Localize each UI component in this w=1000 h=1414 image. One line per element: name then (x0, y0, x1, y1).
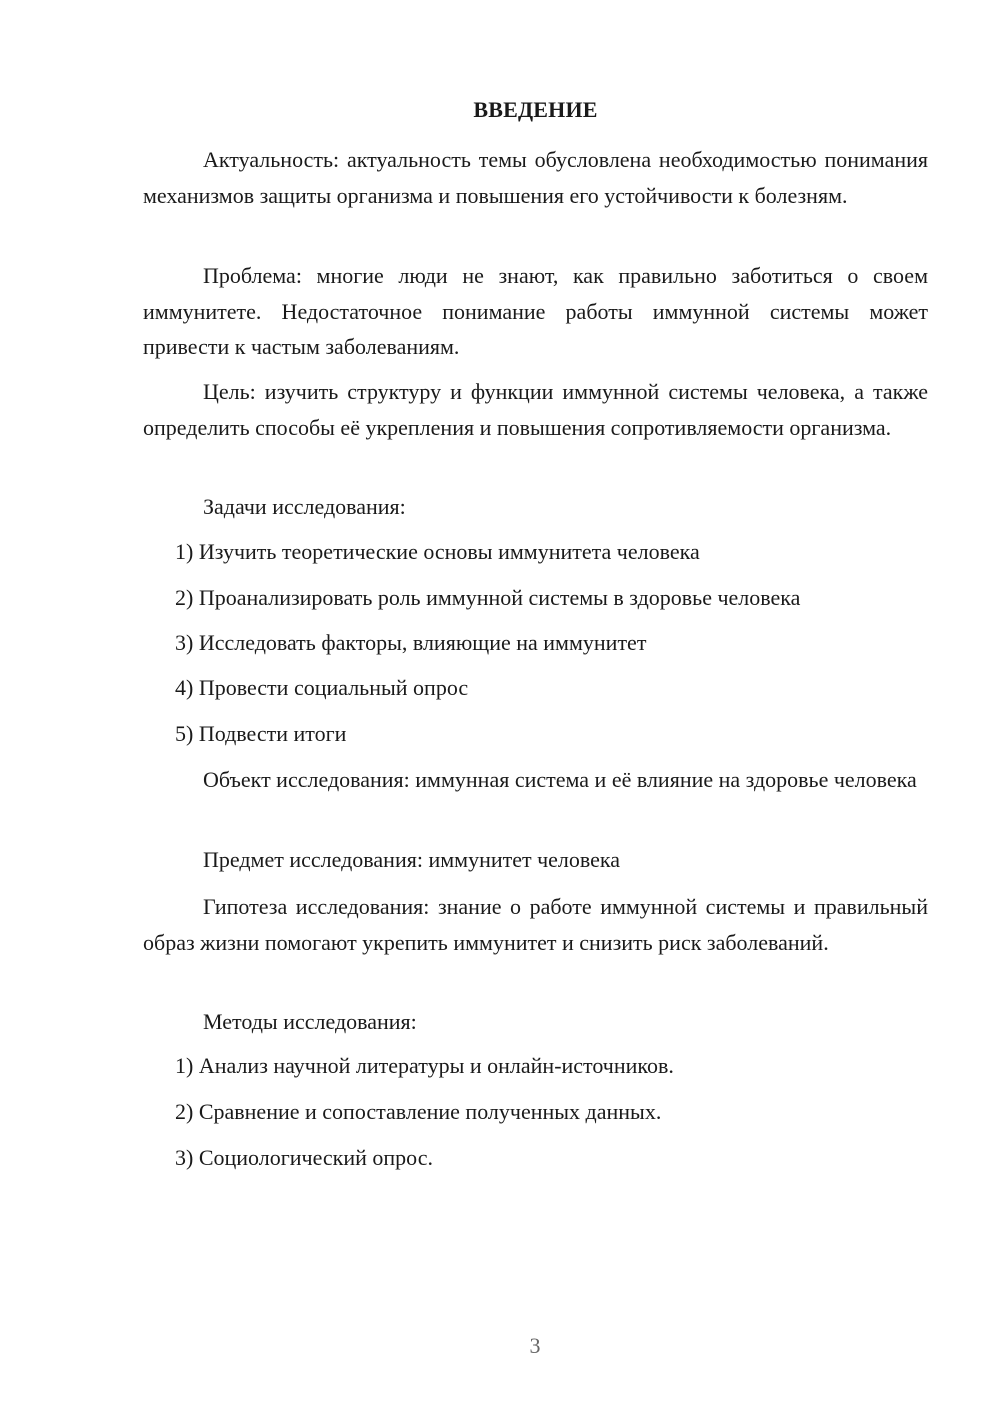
tasks-heading: Задачи исследования: (203, 494, 406, 519)
task-item: 2) Проанализировать роль иммунной системы в здоровье человека (175, 585, 801, 610)
hypothesis-paragraph: Гипотеза исследования: знание о работе иммунной системы и правильный образ жизни помогают укрепить иммунитет и снизить риск заболеваний. (143, 894, 928, 955)
object-paragraph: Объект исследования: иммунная система и её влияние на здоровье человека (203, 767, 917, 792)
task-item: 5) Подвести итоги (175, 721, 347, 746)
method-item: 1) Анализ научной литературы и онлайн-источников. (175, 1053, 674, 1078)
page-number: 3 (529, 1333, 541, 1358)
method-item: 2) Сравнение и сопоставление полученных данных. (175, 1099, 662, 1124)
method-item: 3) Социологический опрос. (175, 1145, 433, 1170)
problem-paragraph: Проблема: многие люди не знают, как правильно заботиться о своем иммунитете. Недостаточное понимание работы иммунной системы может привести к частым заболеваниям. (143, 263, 928, 359)
subject-line: Предмет исследования: иммунитет человека (203, 847, 621, 872)
section-title: ВВЕДЕНИЕ (473, 97, 598, 122)
task-item: 1) Изучить теоретические основы иммунитета человека (175, 539, 700, 564)
task-item: 3) Исследовать факторы, влияющие на иммунитет (175, 630, 647, 655)
relevance-paragraph: Актуальность: актуальность темы обусловлена необходимостью понимания механизмов защиты организма и повышения его устойчивости к болезням. (143, 147, 928, 208)
goal-paragraph: Цель: изучить структуру и функции иммунной системы человека, а также определить способы её укрепления и повышения сопротивляемости организма. (143, 379, 928, 440)
methods-heading: Методы исследования: (203, 1009, 417, 1034)
task-item: 4) Провести социальный опрос (175, 675, 469, 700)
